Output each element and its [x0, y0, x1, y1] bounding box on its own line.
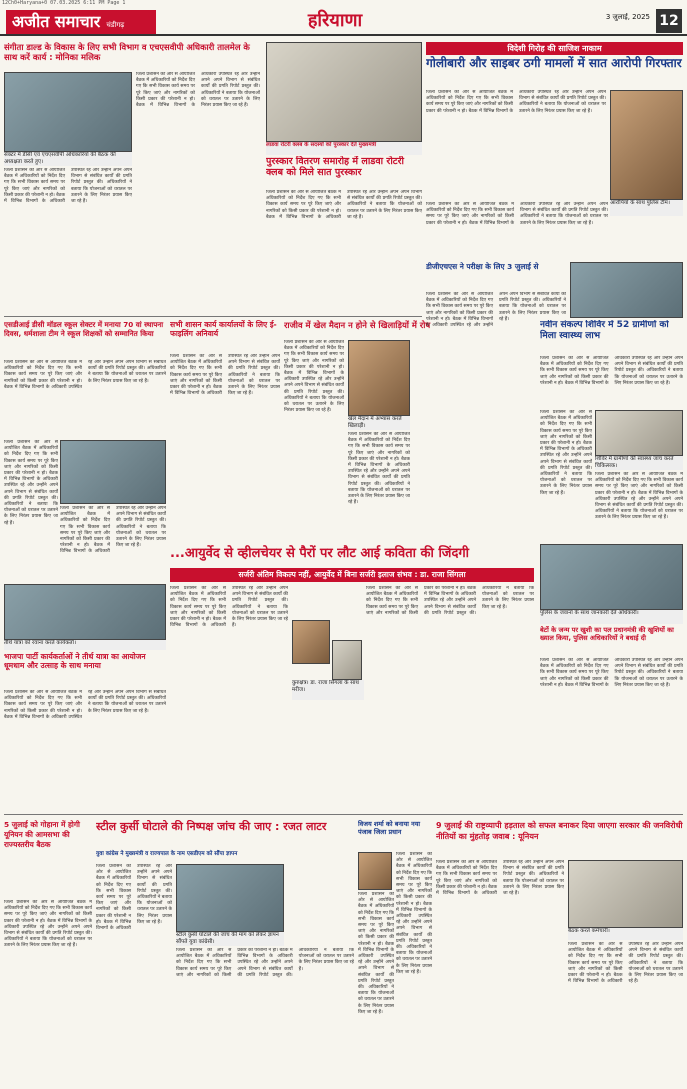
story-6-photo	[348, 340, 410, 416]
story-4-body-lower: जिला प्रशासन की ओर से आयोजित बैठक में अधिकारियों को निर्देश दिए गए कि सभी विकास कार्य समय पर पूरे किए जाएं और नागरिकों को किसी प्रकार की परेशानी न हो। बैठक में विभिन्न विभागों के अधिकारी उपस्थित रहे और उन्होंने अपने अपने विभाग से संबंधित कार्यों की प्रगति रिपोर्ट प्रस्तुत की। अधिकारियों ने बताया कि योजनाओं को धरातल पर उतारने के लिए निरंतर प्रयास किए जा रहे हैं।	[4, 440, 58, 526]
story-3-body-bottom: जिला प्रशासन की ओर से आयोजित बैठक में अधिकारियों को निर्देश दिए गए कि सभी विकास कार्य समय पर पूरे किए जाएं और नागरिकों को किसी प्रकार की परेशानी न हो। बैठक में विभिन्न विभागों के अधिकारी उपस्थित रहे और उन्होंने अपने अपने विभाग से संबंधित कार्यों की प्रगति रिपोर्ट प्रस्तुत की। अधिकारियों ने बताया कि योजनाओं को धरातल पर उतारने के लिए निरंतर प्रयास किए जा रहे हैं।	[426, 202, 608, 226]
story-3-caption: आरोपियों के साथ पुलिस टीम।	[610, 200, 683, 216]
story-1-headline: संगीता डाल्ड के विकास के लिए सभी विभाग व एचएसवीपी अधिकारी तालमेल के साथ करें कार्य : मोनिका मलिक	[4, 42, 250, 62]
story-2-body: जिला प्रशासन की ओर से आयोजित बैठक में अधिकारियों को निर्देश दिए गए कि सभी विकास कार्य समय पर पूरे किए जाएं और नागरिकों को किसी प्रकार की परेशानी न हो। बैठक में विभिन्न विभागों के अधिकारी उपस्थित रहे और उन्होंने अपने अपने विभाग से संबंधित कार्यों की प्रगति रिपोर्ट प्रस्तुत की। अधिकारियों ने बताया कि योजनाओं को धरातल पर उतारने के लिए निरंतर प्रयास किए जा रहे हैं।	[266, 190, 422, 220]
edition-label: चंडीगढ़	[106, 21, 125, 29]
story-4-body-lower-2: जिला प्रशासन की ओर से आयोजित बैठक में अधिकारियों को निर्देश दिए गए कि सभी विकास कार्य समय पर पूरे किए जाएं और नागरिकों को किसी प्रकार की परेशानी न हो। बैठक में विभिन्न विभागों के अधिकारी उपस्थित रहे और उन्होंने अपने अपने विभाग से संबंधित कार्यों की प्रगति रिपोर्ट प्रस्तुत की। अधिकारियों ने बताया कि योजनाओं को धरातल पर उतारने के लिए निरंतर प्रयास किए जा रहे हैं।	[60, 506, 166, 555]
story-1-body-right: जिला प्रशासन की ओर से आयोजित बैठक में अधिकारियों को निर्देश दिए गए कि सभी विकास कार्य समय पर पूरे किए जाएं और नागरिकों को किसी प्रकार की परेशानी न हो। बैठक में विभिन्न विभागों के अधिकारी उपस्थित रहे और उन्होंने अपने अपने विभाग से संबंधित कार्यों की प्रगति रिपोर्ट प्रस्तुत की। अधिकारियों ने बताया कि योजनाओं को धरातल पर उतारने के लिए निरंतर प्रयास किए जा रहे हैं।	[136, 72, 260, 109]
story-8-caption: शिविर में ग्रामीणों की स्वास्थ्य जांच करते चिकित्सक।	[595, 456, 683, 470]
story-11-caption: पुलिस के जवानों के साथ जानकारी देते अधिकारी।	[540, 610, 683, 624]
story-2-photo	[266, 42, 422, 142]
story-15-caption: बैठक करते कर्मचारी।	[568, 928, 683, 940]
story-7-body: जिला प्रशासन की ओर से आयोजित बैठक में अधिकारियों को निर्देश दिए गए कि सभी विकास कार्य समय पर पूरे किए जाएं और नागरिकों को किसी प्रकार की परेशानी न हो। बैठक में विभिन्न विभागों के अधिकारी उपस्थित रहे और उन्होंने अपने अपने विभाग से संबंधित कार्यों की प्रगति रिपोर्ट प्रस्तुत की। अधिकारियों ने बताया कि योजनाओं को धरातल पर उतारने के लिए निरंतर प्रयास किए जा रहे हैं।	[426, 292, 566, 329]
story-9-headline: भाजपा पार्टी कार्यकर्ताओं ने तीर्थ यात्रा का आयोजन धूमधाम और उत्साह के साथ मनाया	[4, 652, 146, 670]
story-5-headline: सभी शासन कार्य कार्यालयों के लिए ई-फाइलिंग अनिवार्य	[170, 320, 277, 338]
story-9-body: जिला प्रशासन की ओर से आयोजित बैठक में अधिकारियों को निर्देश दिए गए कि सभी विकास कार्य समय पर पूरे किए जाएं और नागरिकों को किसी प्रकार की परेशानी न हो। बैठक में विभिन्न विभागों के अधिकारी उपस्थित रहे और उन्होंने अपने अपने विभाग से संबंधित कार्यों की प्रगति रिपोर्ट प्रस्तुत की। अधिकारियों ने बताया कि योजनाओं को धरातल पर उतारने के लिए निरंतर प्रयास किए जा रहे हैं।	[4, 690, 166, 720]
story-13-body: जिला प्रशासन की ओर से आयोजित बैठक में अधिकारियों को निर्देश दिए गए कि सभी विकास कार्य समय पर पूरे किए जाएं और नागरिकों को किसी प्रकार की परेशानी न हो। बैठक में विभिन्न विभागों के अधिकारी उपस्थित रहे और उन्होंने अपने अपने विभाग से संबंधित कार्यों की प्रगति रिपोर्ट प्रस्तुत की। अधिकारियों ने बताया कि योजनाओं को धरातल पर उतारने के लिए निरंतर प्रयास किए जा रहे हैं।	[96, 864, 172, 932]
story-14-body: जिला प्रशासन की ओर से आयोजित बैठक में अधिकारियों को निर्देश दिए गए कि सभी विकास कार्य समय पर पूरे किए जाएं और नागरिकों को किसी प्रकार की परेशानी न हो। बैठक में विभिन्न विभागों के अधिकारी उपस्थित रहे और उन्होंने अपने अपने विभाग से संबंधित कार्यों की प्रगति रिपोर्ट प्रस्तुत की। अधिकारियों ने बताया कि योजनाओं को धरातल पर उतारने के लिए निरंतर प्रयास किए जा रहे हैं।	[396, 852, 432, 975]
brand-name: अजीत समाचार	[12, 12, 101, 31]
story-12-body: जिला प्रशासन की ओर से आयोजित बैठक में अधिकारियों को निर्देश दिए गए कि सभी विकास कार्य समय पर पूरे किए जाएं और नागरिकों को किसी प्रकार की परेशानी न हो। बैठक में विभिन्न विभागों के अधिकारी उपस्थित रहे और उन्होंने अपने अपने विभाग से संबंधित कार्यों की प्रगति रिपोर्ट प्रस्तुत की। अधिकारियों ने बताया कि योजनाओं को धरातल पर उतारने के लिए निरंतर प्रयास किए जा रहे हैं।	[4, 900, 92, 949]
story-9-photo	[4, 584, 166, 640]
story-10-photo-2	[332, 640, 362, 680]
story-15-photo	[568, 860, 683, 928]
newspaper-brand	[6, 10, 156, 34]
story-13-headline: स्टील कुर्सी घोटाले की निष्पक्ष जांच की जाए : रजत लाटर	[96, 820, 327, 833]
story-1-body: जिला प्रशासन की ओर से आयोजित बैठक में अधिकारियों को निर्देश दिए गए कि सभी विकास कार्य समय पर पूरे किए जाएं और नागरिकों को किसी प्रकार की परेशानी न हो। बैठक में विभिन्न विभागों के अधिकारी उपस्थित रहे और उन्होंने अपने अपने विभाग से संबंधित कार्यों की प्रगति रिपोर्ट प्रस्तुत की। अधिकारियों ने बताया कि योजनाओं को धरातल पर उतारने के लिए निरंतर प्रयास किए जा रहे हैं।	[4, 168, 132, 205]
story-3-photo	[610, 90, 683, 200]
story-9-caption: तीर्थ यात्रा को रवाना करते कार्यकर्ता।	[4, 640, 166, 650]
story-11-photo	[540, 544, 683, 610]
story-4-headline: एसडीआई डीसी मॉडल स्कूल सेक्टर में मनाया 70 वां स्थापना दिवस, धर्मशाला टीम ने स्कूल शिक्षकों को सम्मानित किया	[4, 320, 164, 338]
story-10-body-right: जिला प्रशासन की ओर से आयोजित बैठक में अधिकारियों को निर्देश दिए गए कि सभी विकास कार्य समय पर पूरे किए जाएं और नागरिकों को किसी प्रकार की परेशानी न हो। बैठक में विभिन्न विभागों के अधिकारी उपस्थित रहे और उन्होंने अपने अपने विभाग से संबंधित कार्यों की प्रगति रिपोर्ट प्रस्तुत की। अधिकारियों ने बताया कि योजनाओं को धरातल पर उतारने के लिए निरंतर प्रयास किए जा रहे हैं।	[366, 586, 534, 616]
story-2-headline: पुरस्कार वितरण समारोह में लाडवा रोटरी क्लब को मिले सात पुरस्कार	[266, 156, 404, 178]
story-6-body-right: जिला प्रशासन की ओर से आयोजित बैठक में अधिकारियों को निर्देश दिए गए कि सभी विकास कार्य समय पर पूरे किए जाएं और नागरिकों को किसी प्रकार की परेशानी न हो। बैठक में विभिन्न विभागों के अधिकारी उपस्थित रहे और उन्होंने अपने अपने विभाग से संबंधित कार्यों की प्रगति रिपोर्ट प्रस्तुत की। अधिकारियों ने बताया कि योजनाओं को धरातल पर उतारने के लिए निरंतर प्रयास किए जा रहे हैं।	[348, 432, 410, 506]
story-15-body-right: जिला प्रशासन की ओर से आयोजित बैठक में अधिकारियों को निर्देश दिए गए कि सभी विकास कार्य समय पर पूरे किए जाएं और नागरिकों को किसी प्रकार की परेशानी न हो। बैठक में विभिन्न विभागों के अधिकारी उपस्थित रहे और उन्होंने अपने अपने विभाग से संबंधित कार्यों की प्रगति रिपोर्ट प्रस्तुत की। अधिकारियों ने बताया कि योजनाओं को धरातल पर उतारने के लिए निरंतर प्रयास किए जा रहे हैं।	[568, 942, 683, 985]
story-11-body: जिला प्रशासन की ओर से आयोजित बैठक में अधिकारियों को निर्देश दिए गए कि सभी विकास कार्य समय पर पूरे किए जाएं और नागरिकों को किसी प्रकार की परेशानी न हो। बैठक में विभिन्न विभागों के अधिकारी उपस्थित रहे और उन्होंने अपने अपने विभाग से संबंधित कार्यों की प्रगति रिपोर्ट प्रस्तुत की। अधिकारियों ने बताया कि योजनाओं को धरातल पर उतारने के लिए निरंतर प्रयास किए जा रहे हैं।	[540, 658, 683, 688]
story-2-kicker: लाडवा रोटरी क्लब के सदस्यों को पुरस्कार देते मुख्यमंत्री	[266, 142, 422, 155]
divider-bottom	[4, 814, 683, 815]
page-slug: 12Ch0+Haryana+0 07.03.2025 6:11 PM Page 1	[2, 0, 126, 6]
story-14-headline: विजय शर्मा को बनाया नया पंजाब जिला प्रधान	[358, 820, 421, 836]
story-1-caption: सेक्टर में डीसी एवं एचएसवीपी अधिकारियों की बैठक की अध्यक्षता करते हुए।	[4, 152, 132, 166]
story-4-photo	[60, 440, 166, 504]
story-13-photo	[176, 864, 284, 932]
story-10-body: जिला प्रशासन की ओर से आयोजित बैठक में अधिकारियों को निर्देश दिए गए कि सभी विकास कार्य समय पर पूरे किए जाएं और नागरिकों को किसी प्रकार की परेशानी न हो। बैठक में विभिन्न विभागों के अधिकारी उपस्थित रहे और उन्होंने अपने अपने विभाग से संबंधित कार्यों की प्रगति रिपोर्ट प्रस्तुत की। अधिकारियों ने बताया कि योजनाओं को धरातल पर उतारने के लिए निरंतर प्रयास किए जा रहे हैं।	[170, 586, 288, 629]
story-15-headline: 9 जुलाई की राष्ट्रव्यापी हड़ताल को सफल बनाकर दिया जाएगा सरकार की जनविरोधी नीतियों का मुंहतोड़ जवाब : यूनियन	[436, 821, 683, 841]
divider-row-2	[4, 316, 422, 317]
story-15-body: जिला प्रशासन की ओर से आयोजित बैठक में अधिकारियों को निर्देश दिए गए कि सभी विकास कार्य समय पर पूरे किए जाएं और नागरिकों को किसी प्रकार की परेशानी न हो। बैठक में विभिन्न विभागों के अधिकारी उपस्थित रहे और उन्होंने अपने अपने विभाग से संबंधित कार्यों की प्रगति रिपोर्ट प्रस्तुत की। अधिकारियों ने बताया कि योजनाओं को धरातल पर उतारने के लिए निरंतर प्रयास किए जा रहे हैं।	[436, 860, 564, 897]
story-12-side-headline: 5 जुलाई को गोहाना में होगी यूनियन की आमसभा की राज्यस्तरीय बैठक	[4, 820, 80, 849]
story-1-photo	[4, 72, 132, 152]
story-10-photo-caption: कुरुक्षेत्र। डा. राजा सिंगला के साथ मरीज।	[292, 680, 364, 700]
story-8-body: जिला प्रशासन की ओर से आयोजित बैठक में अधिकारियों को निर्देश दिए गए कि सभी विकास कार्य समय पर पूरे किए जाएं और नागरिकों को किसी प्रकार की परेशानी न हो। बैठक में विभिन्न विभागों के अधिकारी उपस्थित रहे और उन्होंने अपने अपने विभाग से संबंधित कार्यों की प्रगति रिपोर्ट प्रस्तुत की। अधिकारियों ने बताया कि योजनाओं को धरातल पर उतारने के लिए निरंतर प्रयास किए जा रहे हैं।	[540, 356, 683, 386]
story-10-photo	[292, 620, 330, 664]
story-7-photo	[570, 262, 683, 318]
story-6-headline: राजीव में खेल मैदान न होने से खिलाड़ियों में रोष	[284, 320, 431, 330]
section-title: हरियाणा	[307, 10, 363, 31]
story-13-caption: स्टील कुर्सी घोटाले की जांच की मांग को लेकर ज्ञापन सौंपते युवा कांग्रेसी।	[176, 932, 284, 946]
story-8-body-lower: जिला प्रशासन की ओर से आयोजित बैठक में अधिकारियों को निर्देश दिए गए कि सभी विकास कार्य समय पर पूरे किए जाएं और नागरिकों को किसी प्रकार की परेशानी न हो। बैठक में विभिन्न विभागों के अधिकारी उपस्थित रहे और उन्होंने अपने अपने विभाग से संबंधित कार्यों की प्रगति रिपोर्ट प्रस्तुत की। अधिकारियों ने बताया कि योजनाओं को धरातल पर उतारने के लिए निरंतर प्रयास किए जा रहे हैं।	[540, 410, 592, 496]
story-8-headline: नवीन संकल्प शिविर में 52 ग्रामीणों को मिला स्वास्थ्य लाभ	[540, 320, 669, 341]
story-11-headline: बेटों के जन्म पर खुशी का पल प्रधानमंत्री की खुशियों का ख्याल किया, पुलिस अधिकारियों ने बधाई दी	[540, 626, 674, 642]
story-13-subheadline: युवा कांग्रेस ने मुख्यमंत्री व राज्यपाल के नाम एसडीएम को सौंपा ज्ञापन	[96, 851, 238, 857]
page-number: 12	[656, 9, 682, 33]
story-5-body: जिला प्रशासन की ओर से आयोजित बैठक में अधिकारियों को निर्देश दिए गए कि सभी विकास कार्य समय पर पूरे किए जाएं और नागरिकों को किसी प्रकार की परेशानी न हो। बैठक में विभिन्न विभागों के अधिकारी उपस्थित रहे और उन्होंने अपने अपने विभाग से संबंधित कार्यों की प्रगति रिपोर्ट प्रस्तुत की। अधिकारियों ने बताया कि योजनाओं को धरातल पर उतारने के लिए निरंतर प्रयास किए जा रहे हैं।	[170, 354, 280, 397]
story-8-photo	[595, 410, 683, 456]
story-6-caption: खेल मैदान में अभ्यास करते खिलाड़ी।	[348, 416, 410, 430]
story-14-body-lower: जिला प्रशासन की ओर से आयोजित बैठक में अधिकारियों को निर्देश दिए गए कि सभी विकास कार्य समय पर पूरे किए जाएं और नागरिकों को किसी प्रकार की परेशानी न हो। बैठक में विभिन्न विभागों के अधिकारी उपस्थित रहे और उन्होंने अपने अपने विभाग से संबंधित कार्यों की प्रगति रिपोर्ट प्रस्तुत की। अधिकारियों ने बताया कि योजनाओं को धरातल पर उतारने के लिए निरंतर प्रयास किए जा रहे हैं।	[358, 892, 394, 1015]
story-10-strip: सर्जरी अंतिम विकल्प नहीं, आयुर्वेद में बिना सर्जरी इलाज संभव : डा. राजा सिंगला	[170, 568, 534, 582]
story-3-body: जिला प्रशासन की ओर से आयोजित बैठक में अधिकारियों को निर्देश दिए गए कि सभी विकास कार्य समय पर पूरे किए जाएं और नागरिकों को किसी प्रकार की परेशानी न हो। बैठक में विभिन्न विभागों के अधिकारी उपस्थित रहे और उन्होंने अपने अपने विभाग से संबंधित कार्यों की प्रगति रिपोर्ट प्रस्तुत की। अधिकारियों ने बताया कि योजनाओं को धरातल पर उतारने के लिए निरंतर प्रयास किए जा रहे हैं।	[426, 90, 606, 114]
story-4-body: जिला प्रशासन की ओर से आयोजित बैठक में अधिकारियों को निर्देश दिए गए कि सभी विकास कार्य समय पर पूरे किए जाएं और नागरिकों को किसी प्रकार की परेशानी न हो। बैठक में विभिन्न विभागों के अधिकारी उपस्थित रहे और उन्होंने अपने अपने विभाग से संबंधित कार्यों की प्रगति रिपोर्ट प्रस्तुत की। अधिकारियों ने बताया कि योजनाओं को धरातल पर उतारने के लिए निरंतर प्रयास किए जा रहे हैं।	[4, 360, 166, 390]
story-7-headline: डीजीएचएस ने परीक्षा के लिए 3 जुलाई से	[426, 262, 539, 271]
story-3-headline: गोलीबारी और साइबर ठगी मामलों में सात आरोपी गिरफ्तार	[426, 56, 682, 70]
story-6-body: जिला प्रशासन की ओर से आयोजित बैठक में अधिकारियों को निर्देश दिए गए कि सभी विकास कार्य समय पर पूरे किए जाएं और नागरिकों को किसी प्रकार की परेशानी न हो। बैठक में विभिन्न विभागों के अधिकारी उपस्थित रहे और उन्होंने अपने अपने विभाग से संबंधित कार्यों की प्रगति रिपोर्ट प्रस्तुत की। अधिकारियों ने बताया कि योजनाओं को धरातल पर उतारने के लिए निरंतर प्रयास किए जा रहे हैं।	[284, 340, 344, 414]
story-3-kicker: विदेशी गिरोह की साजिश नाकाम	[426, 42, 683, 55]
story-14-photo	[358, 852, 392, 890]
issue-date: 3 जुलाई, 2025	[605, 13, 650, 21]
story-10-headline: ...आयुर्वेद से व्हीलचेयर से पैरों पर लौट आई कविता की जिंदगी	[170, 546, 470, 561]
story-13-body-right: जिला प्रशासन की ओर से आयोजित बैठक में अधिकारियों को निर्देश दिए गए कि सभी विकास कार्य समय पर पूरे किए जाएं और नागरिकों को किसी प्रकार की परेशानी न हो। बैठक में विभिन्न विभागों के अधिकारी उपस्थित रहे और उन्होंने अपने अपने विभाग से संबंधित कार्यों की प्रगति रिपोर्ट प्रस्तुत की। अधिकारियों ने बताया कि योजनाओं को धरातल पर उतारने के लिए निरंतर प्रयास किए जा रहे हैं।	[176, 948, 354, 978]
story-8-body-lower-2: जिला प्रशासन की ओर से आयोजित बैठक में अधिकारियों को निर्देश दिए गए कि सभी विकास कार्य समय पर पूरे किए जाएं और नागरिकों को किसी प्रकार की परेशानी न हो। बैठक में विभिन्न विभागों के अधिकारी उपस्थित रहे और उन्होंने अपने अपने विभाग से संबंधित कार्यों की प्रगति रिपोर्ट प्रस्तुत की। अधिकारियों ने बताया कि योजनाओं को धरातल पर उतारने के लिए निरंतर प्रयास किए जा रहे हैं।	[595, 472, 683, 521]
